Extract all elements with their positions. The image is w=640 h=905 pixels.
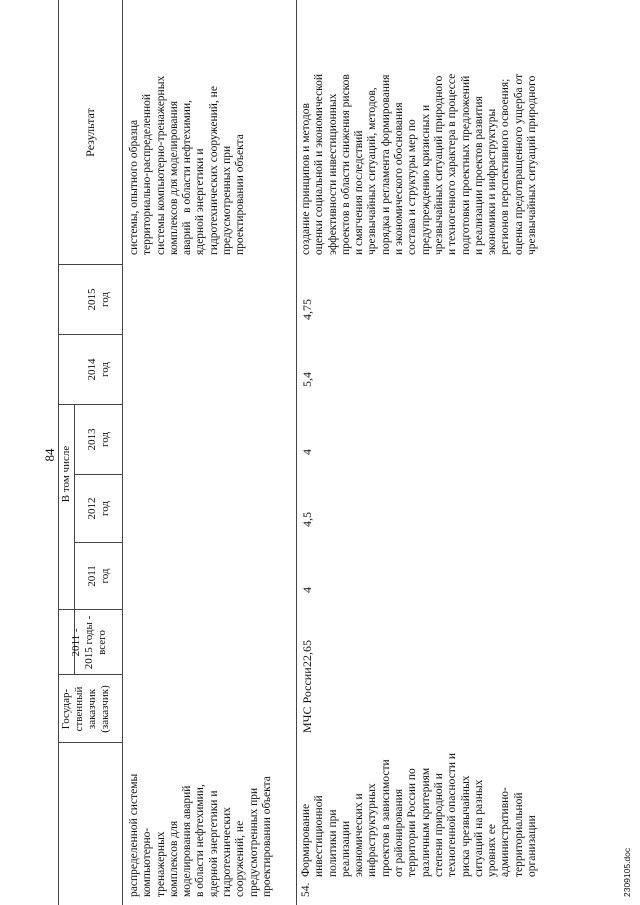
header-customer: Государ- ственный заказчик (заказчик) bbox=[60, 685, 111, 733]
row-2012: 4,5 bbox=[300, 512, 314, 527]
row-2011: 4 bbox=[300, 587, 314, 593]
row-2014: 5,4 bbox=[300, 372, 314, 387]
col-divider-customer bbox=[58, 674, 122, 675]
row-2015: 4,75 bbox=[300, 299, 314, 320]
header-top-border-left bbox=[58, 513, 59, 743]
row-2013: 4 bbox=[300, 449, 314, 455]
page-number: 84 bbox=[42, 448, 57, 462]
col-divider-total bbox=[58, 609, 122, 610]
continuation-name-text: распределенной системы компьютерно- тренажерных комплексов для моделирования аварий в области нефтехимии, ядерной энергетики и гидротехнических сооружений, не предусмотренных при проектировании объекта bbox=[128, 773, 273, 897]
header-in-that-number: В том числе bbox=[60, 445, 72, 503]
file-name-footer: 2309105.doc bbox=[622, 847, 632, 897]
header-bottom-border bbox=[122, 0, 123, 905]
row-total: 22,65 bbox=[300, 640, 314, 667]
row-number: 54. bbox=[300, 882, 312, 897]
header-result: Результат bbox=[83, 108, 97, 157]
header-sub-border bbox=[58, 0, 59, 440]
row-divider bbox=[296, 0, 297, 905]
header-year-2014: 2014 год bbox=[86, 358, 111, 381]
col-divider-name bbox=[58, 742, 122, 743]
header-year-2012: 2012 год bbox=[86, 497, 111, 520]
row-customer: МЧС России bbox=[300, 667, 314, 733]
row-name-text: Формирование инвестиционной политики при реализации экономических и инфраструктурных проектов в зависимости от районирования территории России по различным критериям степени природной и техногенной опасности и риска чрезвычайных ситуаций на разных уровнях ее административно- территориальной организации bbox=[300, 752, 539, 877]
header-year-2013: 2013 год bbox=[86, 428, 111, 451]
continuation-result-text: системы, опытного образца территориально-распределенной системы компьютерно-тренажерных комплексов для моделирования аварий в области нефтехимии, ядерной энергетики и гидротехнических сооружений, не предусмотренных при проектировании объекта bbox=[128, 75, 247, 255]
header-year-2011: 2011 год bbox=[86, 565, 111, 587]
row-result-text: создание принципов и методов оценки социальной и экономической эффективности инвестиционных проектов в области снижения рисков и смягчения последствий чрезвычайных ситуаций, методов, порядка и регламента формирования и экономического обоснования состава и структуры мер по предупреждению кризисных и чрезвычайных ситуаций природного и техногенного характера в процессе подготовки проектных предложений и реализации проектов развития экономики и инфраструктуры регионов перспективного освоения; оценка предотвращенного ущерба от чрезвычайных ситуаций природного bbox=[300, 73, 539, 255]
header-total: 2011 - 2015 годы - всего bbox=[70, 615, 108, 670]
header-year-2015: 2015 год bbox=[86, 288, 111, 311]
